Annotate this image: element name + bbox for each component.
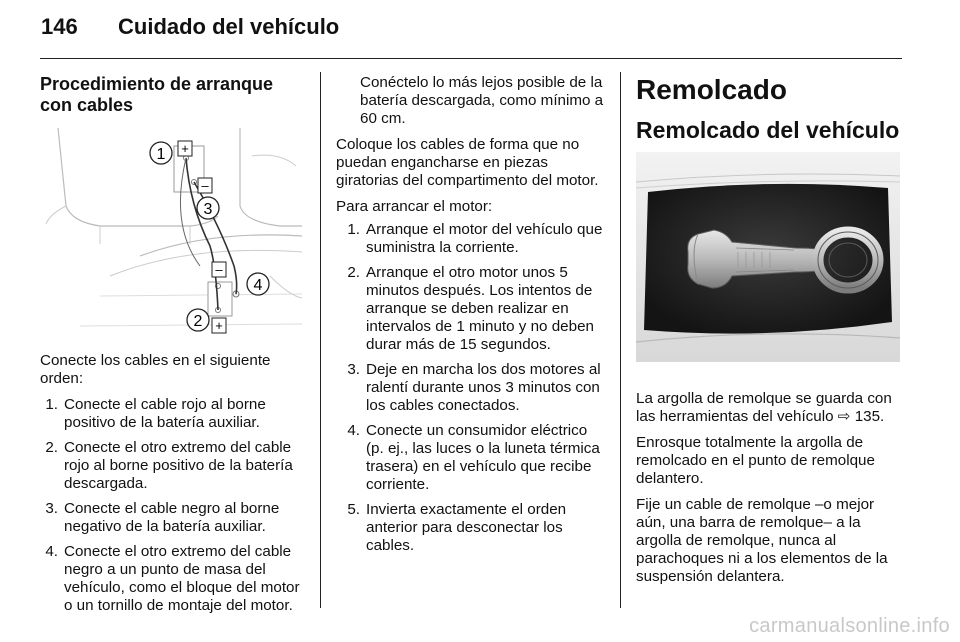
plus-sign-2 xyxy=(212,318,226,333)
plus-sign-1 xyxy=(178,141,192,156)
connect-steps-list xyxy=(40,396,306,615)
section-heading-jump-start: Procedimiento de arranque con cables xyxy=(40,74,274,115)
footer-watermark: carmanualsonline.info xyxy=(749,615,950,637)
callout-4 xyxy=(247,273,269,295)
page-title: Cuidado del vehículo xyxy=(118,14,340,39)
list-item: 3. Deje en marcha los dos motores al ralentí durante unos 3 minutos con los cables conectados. xyxy=(347,361,601,414)
cable-routing-paragraph: Coloque los cables de forma que no puedan engancharse en piezas giratorias del compartimento del motor. xyxy=(336,136,599,189)
list-item: 1. Conecte el cable rojo al borne positivo de la batería auxiliar. xyxy=(45,396,266,431)
column-2 xyxy=(336,74,604,562)
start-engine-intro: Para arrancar el motor: xyxy=(336,198,493,215)
list-item: 4. Conecte un consumidor eléctrico (p. ej., las luces o la luneta térmica trasera) en el vehículo que recibe corriente. xyxy=(347,422,600,493)
callout-2 xyxy=(187,309,209,331)
list-item: 1. Arranque el motor del vehículo que suministra la corriente. xyxy=(347,221,603,256)
svg-text:2: 2 xyxy=(193,313,203,330)
list-item: 2. Arranque el otro motor unos 5 minutos después. Los intentos de arranque se deben realizar en intervalos de 1 minuto y no deben durar más de 15 segundos. xyxy=(347,264,594,353)
callout-3 xyxy=(197,197,219,219)
svg-text:1: 1 xyxy=(156,146,166,163)
list-item: 4. Conecte el otro extremo del cable negro a un punto de masa del vehículo, como el bloque del motor o un tornillo de montaje del motor. xyxy=(45,543,300,614)
header-rule xyxy=(40,58,902,59)
minus-sign-3 xyxy=(198,178,212,193)
column-divider-2 xyxy=(620,72,621,608)
list-item: 5. Invierta exactamente el orden anterior para desconectar los cables. xyxy=(347,501,567,554)
tow-eye-install-paragraph: Enrosque totalmente la argolla de remolcado en el punto de remolque delantero. xyxy=(636,434,875,487)
svg-text:+: + xyxy=(215,318,223,333)
svg-text:–: – xyxy=(201,178,209,193)
list-item: 3. Conecte el cable negro al borne negativo de la batería auxiliar. xyxy=(45,500,280,535)
svg-text:3: 3 xyxy=(203,201,213,218)
section-heading-towing: Remolcado xyxy=(636,74,787,105)
svg-text:4: 4 xyxy=(253,277,263,294)
minus-sign-4 xyxy=(212,262,226,277)
tow-eye-image xyxy=(636,152,900,362)
subsection-heading-towing-vehicle: Remolcado del vehículo xyxy=(636,117,900,143)
svg-text:+: + xyxy=(181,141,189,156)
list-item: 2. Conecte el otro extremo del cable rojo al borne positivo de la batería descargada. xyxy=(45,439,293,492)
page-number: 146 xyxy=(41,14,78,39)
jump-start-diagram xyxy=(40,126,302,341)
start-steps-list xyxy=(336,221,604,555)
tow-rope-paragraph: Fije un cable de remolque –o mejor aún, una barra de remolque– a la argolla de remolque, nunca al parachoques ni a los elementos de la suspensión delantera. xyxy=(636,496,888,585)
continuation-paragraph: Conéctelo lo más lejos posible de la batería descargada, como mínimo a 60 cm. xyxy=(360,74,604,127)
svg-text:–: – xyxy=(215,262,223,277)
intro-paragraph: Conecte los cables en el siguiente orden: xyxy=(40,352,271,387)
callout-1 xyxy=(150,142,172,164)
column-divider-1 xyxy=(320,72,321,608)
tow-eye-storage-paragraph: La argolla de remolque se guarda con las herramientas del vehículo ⇨ 135. xyxy=(636,390,892,425)
